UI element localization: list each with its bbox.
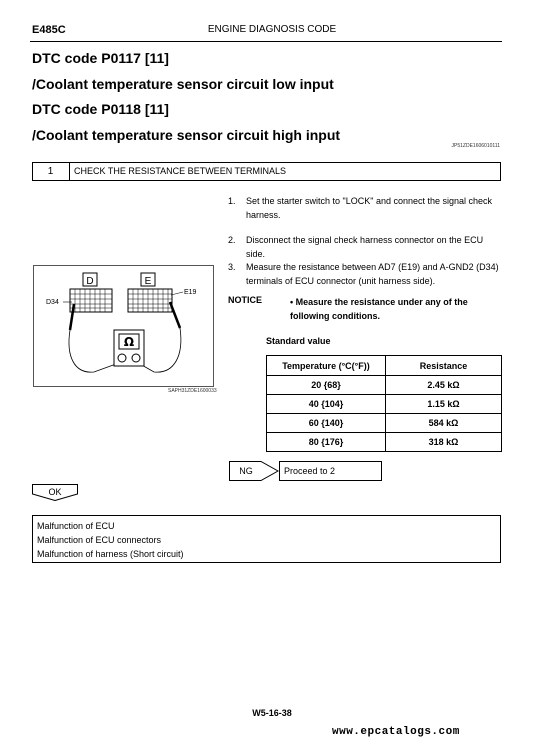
resistance-cell: 1.15 kΩ (386, 395, 502, 414)
probe-e (170, 302, 180, 328)
ng-label: NG (239, 466, 253, 476)
header-divider (30, 41, 502, 42)
notice-label: NOTICE (228, 295, 263, 305)
lead-e (140, 328, 181, 372)
list-item: Malfunction of ECU connectors (37, 535, 162, 545)
step-label: CHECK THE RESISTANCE BETWEEN TERMINALS (74, 166, 287, 176)
dtc-subtitle-low-input: /Coolant temperature sensor circuit low input (32, 76, 334, 92)
page-number: W5-16-38 (252, 708, 292, 718)
measurement-diagram (33, 265, 214, 387)
instruction-3-number: 3. (228, 262, 236, 272)
wiring-illustration (34, 266, 213, 386)
reference-code: JP51ZDE1606010111 (451, 143, 500, 149)
dtc-title-p0118: DTC code P0118 [11] (32, 101, 169, 117)
temperature-cell: 20 {68} (267, 376, 386, 395)
resistance-cell: 318 kΩ (386, 433, 502, 452)
meter-jack-right (132, 354, 140, 362)
ng-action: Proceed to 2 (279, 461, 382, 481)
temperature-cell: 60 {140} (267, 414, 386, 433)
instruction-2-number: 2. (228, 235, 236, 245)
instruction-1-text: Set the starter switch to "LOCK" and connect the signal check harness. (246, 196, 493, 220)
resistance-cell: 2.45 kΩ (386, 376, 502, 395)
pin-e19-label: E19 (184, 289, 197, 296)
standard-value-table (266, 355, 502, 452)
step-number: 1 (32, 162, 70, 181)
ok-label: OK (48, 487, 62, 497)
dtc-subtitle-high-input: /Coolant temperature sensor circuit high input (32, 127, 341, 143)
malfunction-list (32, 515, 501, 563)
lead-d (69, 330, 116, 372)
connector-d-label: D (86, 276, 94, 287)
table-row (267, 433, 502, 452)
pin-e19-leader (171, 292, 183, 295)
section-title: ENGINE DIAGNOSIS CODE (207, 24, 337, 35)
watermark: www.epcatalogs.com (332, 726, 460, 738)
temperature-cell: 80 {176} (267, 433, 386, 452)
list-item: Malfunction of ECU (37, 521, 115, 531)
col-temperature: Temperature (°C(°F)) (267, 356, 386, 376)
temperature-cell: 40 {104} (267, 395, 386, 414)
standard-value-label: Standard value (266, 336, 331, 346)
notice-text: • Measure the resistance under any of the following conditions. (290, 297, 468, 321)
dtc-title-p0117: DTC code P0117 [11] (32, 50, 169, 66)
diagram-caption: SAPH31ZDE1600033 (168, 388, 217, 394)
connector-e-label: E (144, 276, 152, 287)
resistance-cell: 584 kΩ (386, 414, 502, 433)
meter-jack-left (118, 354, 126, 362)
col-resistance: Resistance (386, 356, 502, 376)
table-row (267, 376, 502, 395)
table-header-row (267, 356, 502, 376)
connector-e-body (128, 289, 172, 312)
pin-d34-label: D34 (46, 299, 59, 306)
list-item: Malfunction of harness (Short circuit) (37, 549, 184, 559)
document-code: E485C (32, 24, 66, 36)
ohm-icon: Ω (123, 335, 135, 349)
instruction-1-number: 1. (228, 196, 236, 206)
instruction-3-text: Measure the resistance between AD7 (E19) and A-GND2 (D34) terminals of ECU connector (unit harness side). (246, 262, 499, 286)
table-row (267, 414, 502, 433)
table-row (267, 395, 502, 414)
instruction-2-text: Disconnect the signal check harness connector on the ECU side. (246, 235, 484, 259)
connector-d-body (70, 289, 112, 312)
